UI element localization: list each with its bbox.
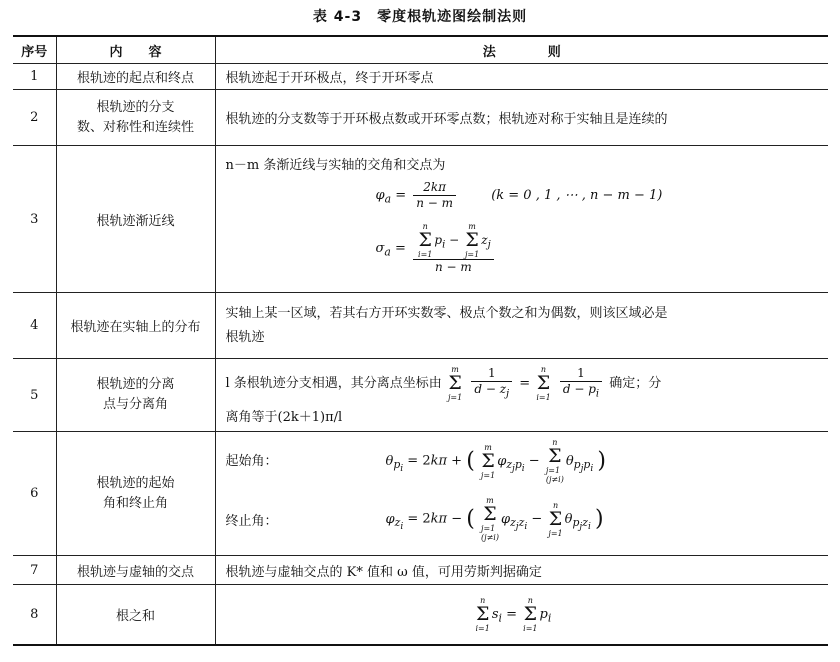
row-index: 2 (13, 90, 56, 146)
content-line: 点与分离角 (102, 397, 168, 412)
row-rule: 根轨迹的分支数等于开环极点数或开环零点数；根轨迹对称于实轴且是连续的 (215, 90, 828, 146)
header-content: 内 容 (56, 36, 215, 64)
row-content (56, 432, 215, 556)
rule-line: 离角等于(2k＋1)π/l (225, 410, 343, 425)
table-row (13, 90, 828, 146)
row-index: 8 (13, 585, 56, 645)
rule-line: 根轨迹 (225, 329, 265, 345)
table-row (13, 585, 828, 645)
content-line: 根轨迹的分支 (96, 99, 175, 115)
row-index: 5 (13, 359, 56, 432)
rule-line: 实轴上某一区域，若其右方开环实数零、极点个数之和为偶数，则该区域必是 (225, 305, 668, 321)
row-index: 4 (13, 293, 56, 359)
row-content: 根轨迹与虚轴的交点 (56, 556, 215, 585)
row-index: 6 (13, 432, 56, 556)
table-row (13, 432, 828, 556)
content-line: 角和终止角 (102, 495, 168, 511)
root-sum-formula: n Σ i=1 $s_i$ = n Σ i=1 $p_i$ (475, 595, 552, 633)
row-rule: 根轨迹起于开环极点，终于开环零点 (215, 64, 828, 90)
row-rule: 根轨迹与虚轴交点的 K* 值和 ω 值，可用劳斯判据确定 (215, 556, 828, 585)
table-title: 表 4-3 零度根轨迹图绘制法则 (312, 9, 528, 25)
row-content: 根之和 (56, 585, 215, 645)
start-angle-formula: $\theta_{p_i} = 2k\pi$ + ( m Σ j=1 $\varphi_{z_jp_i}$ − n Σ j=1 (j≠i) $\theta_{p_jp_i}$ ) (385, 438, 606, 484)
header-rule: 法 则 (215, 36, 828, 64)
phi-formula: $\varphi_a$ = $\frac{2k\pi}{n - m}$ (k = 0 , 1 , ⋯ , n − m − 1) (375, 180, 663, 210)
table-row (13, 359, 828, 432)
end-angle-formula: $\varphi_{z_i} = 2k\pi$ − ( m Σ j=1 (j≠i) $\varphi_{z_jz_i}$ − n Σ j=1 $\theta_{p_jz_i}$ ) (385, 496, 604, 542)
row-content: 根轨迹的起点和终点 (56, 64, 215, 90)
start-angle-label: 起始角： (225, 454, 278, 469)
row-index: 7 (13, 556, 56, 585)
rule-text: 确定；分 (609, 376, 662, 391)
row-content (56, 359, 215, 432)
row-rule (215, 432, 828, 556)
rule-text: l 条根轨迹分支相遇，其分离点坐标由 (225, 376, 442, 391)
row-content: 根轨迹渐近线 (56, 146, 215, 293)
asymptote-intro: n－m 条渐近线与实轴的交角和交点为 (225, 158, 446, 173)
row-content (56, 90, 215, 146)
table-row (13, 64, 828, 90)
row-rule (215, 293, 828, 359)
separation-formula-line: l 条根轨迹分支相遇，其分离点坐标由 m Σ j=1 $\frac{1}{d - z_j}$ = n Σ i=1 $\frac{1}{d - p_i}$ 确定；分 (225, 365, 662, 402)
table-row (13, 293, 828, 359)
row-index: 3 (13, 146, 56, 293)
row-rule (215, 585, 828, 645)
row-index: 1 (13, 64, 56, 90)
row-rule (215, 359, 828, 432)
table-row (13, 146, 828, 293)
row-rule (215, 146, 828, 293)
sigma-formula: $\sigma_a$ = n Σ i=1 $p_i$ − m Σ j=1 $z_j$ n − m (376, 222, 497, 275)
content-line: 数、对称性和连续性 (76, 119, 194, 135)
row-content: 根轨迹在实轴上的分布 (56, 293, 215, 359)
header-index: 序号 (13, 36, 56, 64)
end-angle-label: 终止角： (225, 514, 278, 529)
content-line: 根轨迹的分离 (96, 377, 175, 392)
zero-degree-root-locus-rules-table (13, 35, 828, 646)
content-line: 根轨迹的起始 (96, 475, 175, 491)
table-row (13, 556, 828, 585)
header-row (13, 36, 828, 64)
